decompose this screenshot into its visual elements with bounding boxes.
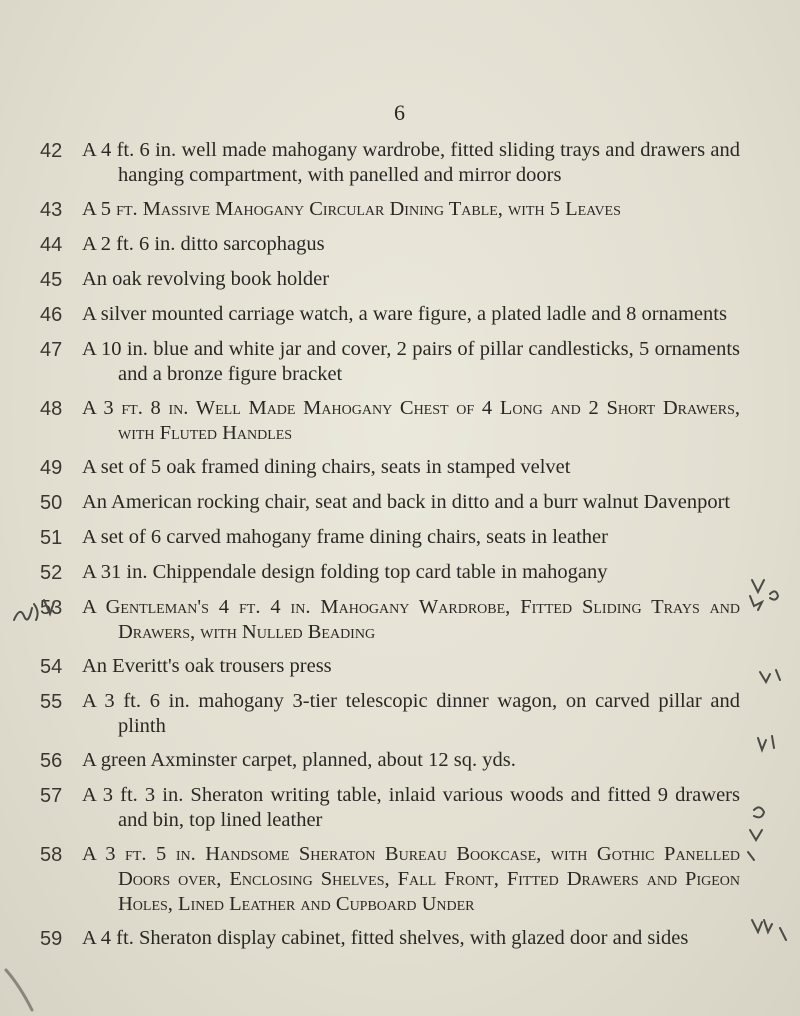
lot-number: 50 <box>40 492 63 514</box>
lot-number: 47 <box>40 339 63 361</box>
margin-scribble-right-55 <box>760 670 780 682</box>
margin-scribble-right-57 <box>758 736 774 750</box>
page-number: 6 <box>394 100 406 125</box>
lot-number: 55 <box>40 691 63 713</box>
lot-entry <box>40 302 740 328</box>
lot-description: A 10 in. blue and white jar and cover, 2 pairs of pillar candlesticks, 5 ornaments and a bronze figure bracket <box>82 338 740 385</box>
lot-description: An oak revolving book holder <box>82 268 330 290</box>
lot-number: 54 <box>40 656 63 678</box>
lot-entry <box>40 525 740 551</box>
lot-entry <box>40 396 740 446</box>
lot-entry <box>40 689 740 739</box>
lot-number: 45 <box>40 269 63 291</box>
lot-entry <box>40 842 740 917</box>
lot-description: A 3 ft. 6 in. mahogany 3-tier telescopic dinner wagon, on carved pillar and plinth <box>82 690 740 737</box>
lot-entry <box>40 197 740 223</box>
lot-description: A 3 ft. 3 in. Sheraton writing table, inlaid various woods and fitted 9 drawers and bin, top lined leather <box>82 784 740 831</box>
lot-entry <box>40 490 740 516</box>
lot-description: A set of 5 oak framed dining chairs, seats in stamped velvet <box>82 456 571 478</box>
lot-entry <box>40 337 740 387</box>
lot-description: A 31 in. Chippendale design folding top card table in mahogany <box>82 561 608 583</box>
lot-description: A 2 ft. 6 in. ditto sarcophagus <box>82 233 325 255</box>
lot-description: A green Axminster carpet, planned, about 12 sq. yds. <box>82 749 516 771</box>
lot-entry <box>40 138 740 188</box>
margin-scribble-right-59 <box>752 920 786 940</box>
lot-number: 42 <box>40 140 63 162</box>
lot-entry <box>40 595 740 645</box>
lot-description: A 5 ft. Massive Mahogany Circular Dining Table, with 5 Leaves <box>82 198 621 220</box>
page-corner-shadow <box>6 970 32 1010</box>
lot-description: A silver mounted carriage watch, a ware figure, a plated ladle and 8 ornaments <box>82 303 727 325</box>
lot-description: A set of 6 carved mahogany frame dining chairs, seats in leather <box>82 526 608 548</box>
lot-list <box>40 138 740 961</box>
lot-description: A Gentleman's 4 ft. 4 in. Mahogany Wardrobe, Fitted Sliding Trays and Drawers, with Nulled Beading <box>82 596 740 643</box>
lot-description: A 4 ft. Sheraton display cabinet, fitted shelves, with glazed door and sides <box>82 927 689 949</box>
lot-number: 53 <box>40 597 63 619</box>
margin-scribble-left <box>14 604 38 620</box>
lot-entry <box>40 267 740 293</box>
lot-number: 59 <box>40 928 63 950</box>
lot-number: 49 <box>40 457 63 479</box>
lot-number: 43 <box>40 199 63 221</box>
margin-scribble-right-53 <box>750 580 764 610</box>
lot-entry <box>40 654 740 680</box>
lot-entry <box>40 926 740 952</box>
lot-number: 52 <box>40 562 63 584</box>
margin-scribble-right-53b <box>770 591 778 599</box>
lot-number: 46 <box>40 304 63 326</box>
lot-number: 48 <box>40 398 63 420</box>
margin-scribble-right-58 <box>748 807 764 860</box>
lot-number: 58 <box>40 844 63 866</box>
lot-entry <box>40 560 740 586</box>
lot-number: 57 <box>40 785 63 807</box>
lot-number: 51 <box>40 527 63 549</box>
lot-description: A 4 ft. 6 in. well made mahogany wardrobe, fitted sliding trays and drawers and hanging compartment, with panelled and mirror doors <box>82 139 740 186</box>
lot-number: 44 <box>40 234 63 256</box>
lot-entry <box>40 783 740 833</box>
lot-entry <box>40 232 740 258</box>
lot-description: A 3 ft. 8 in. Well Made Mahogany Chest of 4 Long and 2 Short Drawers, with Fluted Handles <box>82 397 740 444</box>
lot-description: A 3 ft. 5 in. Handsome Sheraton Bureau Bookcase, with Gothic Panelled Doors over, Enclosing Shelves, Fall Front, Fitted Drawers and Pigeon Holes, Lined Leather and Cupboard Under <box>82 843 740 915</box>
lot-description: An American rocking chair, seat and back in ditto and a burr walnut Davenport <box>82 491 731 513</box>
lot-entry <box>40 455 740 481</box>
lot-entry <box>40 748 740 774</box>
lot-number: 56 <box>40 750 63 772</box>
lot-description: An Everitt's oak trousers press <box>82 655 332 677</box>
